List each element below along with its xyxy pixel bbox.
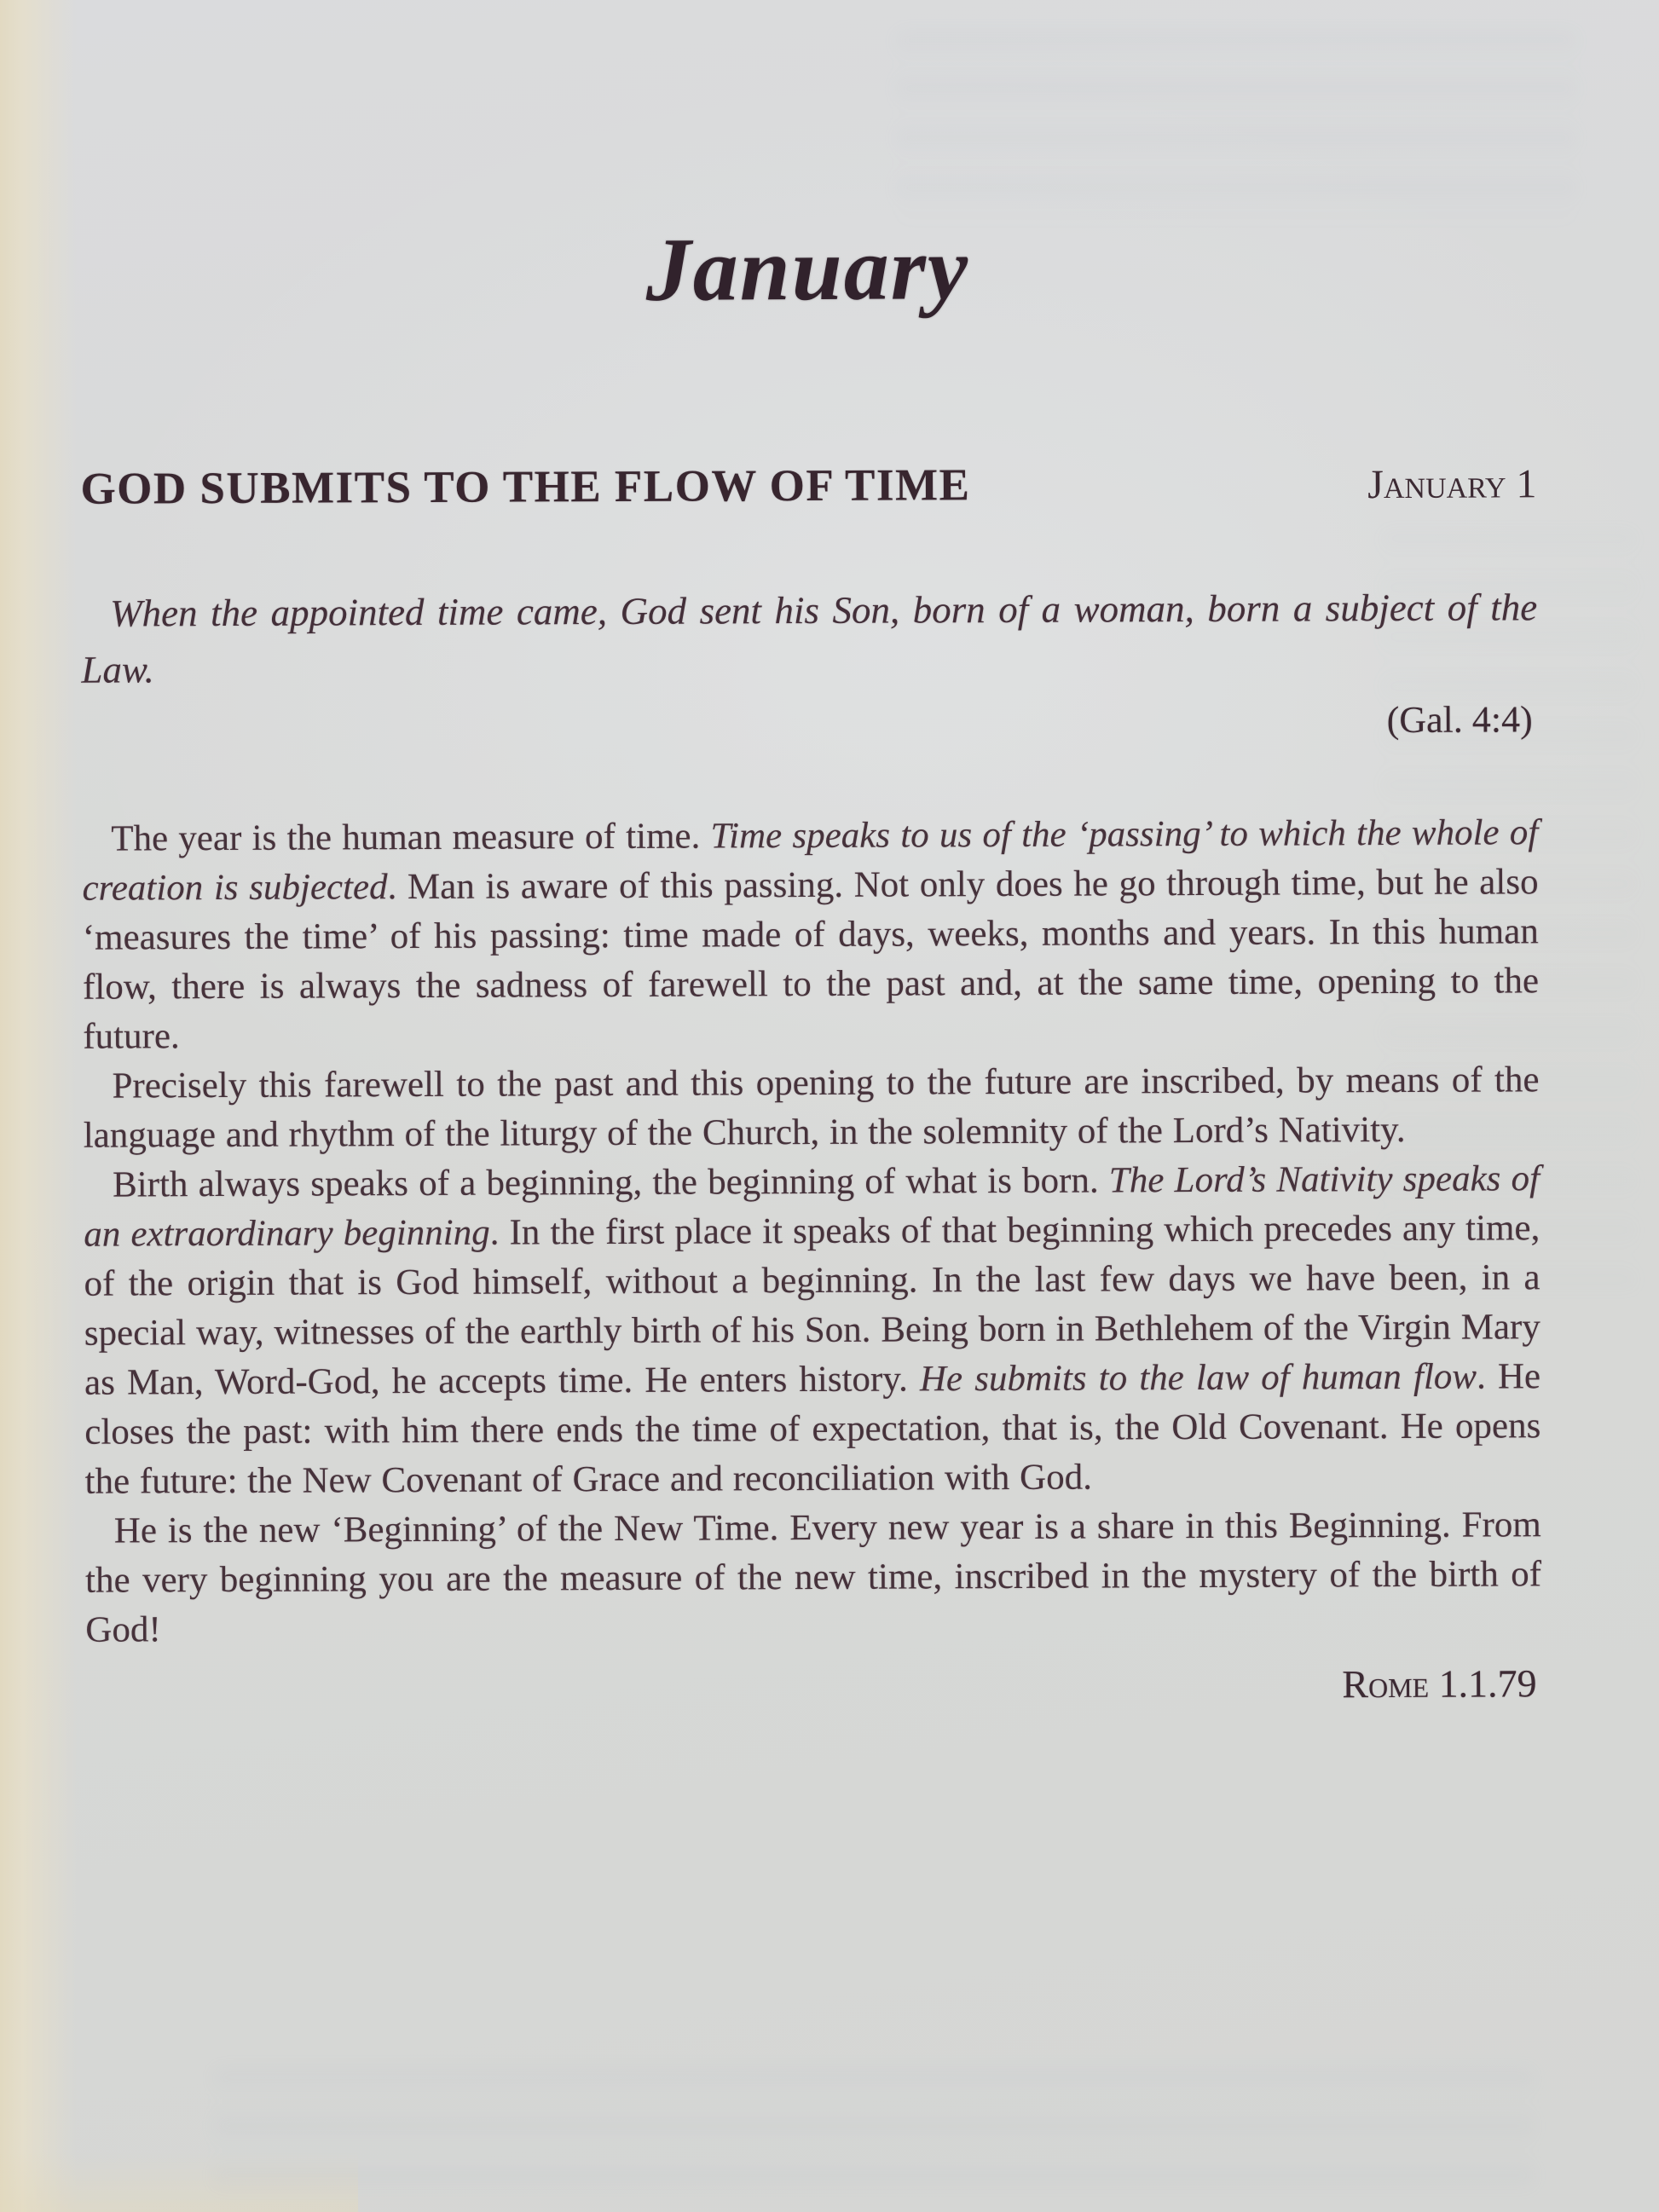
- chapter-title: January: [645, 218, 970, 320]
- paragraph: [85, 1500, 1542, 1655]
- section-date: January 1: [1367, 461, 1537, 508]
- attribution: Rome 1.1.79: [1342, 1661, 1537, 1707]
- paragraph: [84, 1154, 1541, 1506]
- scripture-citation: (Gal. 4:4): [1386, 698, 1533, 742]
- text-run: The year is the human measure of time.: [111, 816, 711, 859]
- bleed-through-smudge: [213, 2067, 1535, 2195]
- body-text: [82, 808, 1542, 1712]
- body-paragraphs: [82, 808, 1541, 1655]
- italic-run: The Lord’s Nativity speaks of an extraordinary beginning: [84, 1158, 1540, 1255]
- text-run: He is the new ‘Beginning’ of the New Time. Every new year is a share in this Beginning. From the very beginning you are the measure of the new time, inscribed in the mystery of the birth of God!: [84, 1505, 1542, 1650]
- italic-run: He submits to the law of human flow: [919, 1356, 1477, 1400]
- paragraph: [82, 808, 1539, 1061]
- text-run: . In the first place it speaks of that beginning which precedes any time, of the origin that is God himself, without a beginning. In the last few days we have been, in a special way, witnesses of the earthly birth of his Son. Being born in Bethlehem of the Virgin Mary as Man, Word-God, he accepts time. He enters history.: [84, 1208, 1540, 1403]
- text-run: Birth always speaks of a beginning, the beginning of what is born.: [112, 1160, 1109, 1205]
- scripture-epigraph: When the appointed time came, God sent his Son, born of a woman, born a subject of the Law.: [81, 586, 1538, 691]
- section-header-row: [80, 457, 1536, 514]
- page-edge-left: [0, 0, 77, 2212]
- bleed-through-smudge: [895, 30, 1577, 226]
- text-run: . He closes the past: with him there ends the time of expectation, that is, the Old Covenant. He opens the future: the New Covenant of Grace and reconciliation with God.: [84, 1356, 1541, 1502]
- italic-run: Time speaks to us of the ‘passing’ to which the whole of creation is subjected: [82, 812, 1539, 909]
- section-heading: GOD SUBMITS TO THE FLOW OF TIME: [80, 460, 971, 514]
- page-content: [78, 0, 1542, 1707]
- paragraph: [83, 1055, 1539, 1160]
- text-run: Precisely this farewell to the past and this opening to the future are inscribed, by means of the language and rhythm of the liturgy of the Church, in the solemnity of the Lord’s Nativity.: [83, 1060, 1540, 1156]
- text-run: . Man is aware of this passing. Not only does he go through time, but he also ‘measures the time’ of his passing: time made of days, weeks, months and years. In this human flow, there is always the sadness of farewell to the past and, at the same time, opening to the future.: [82, 862, 1540, 1057]
